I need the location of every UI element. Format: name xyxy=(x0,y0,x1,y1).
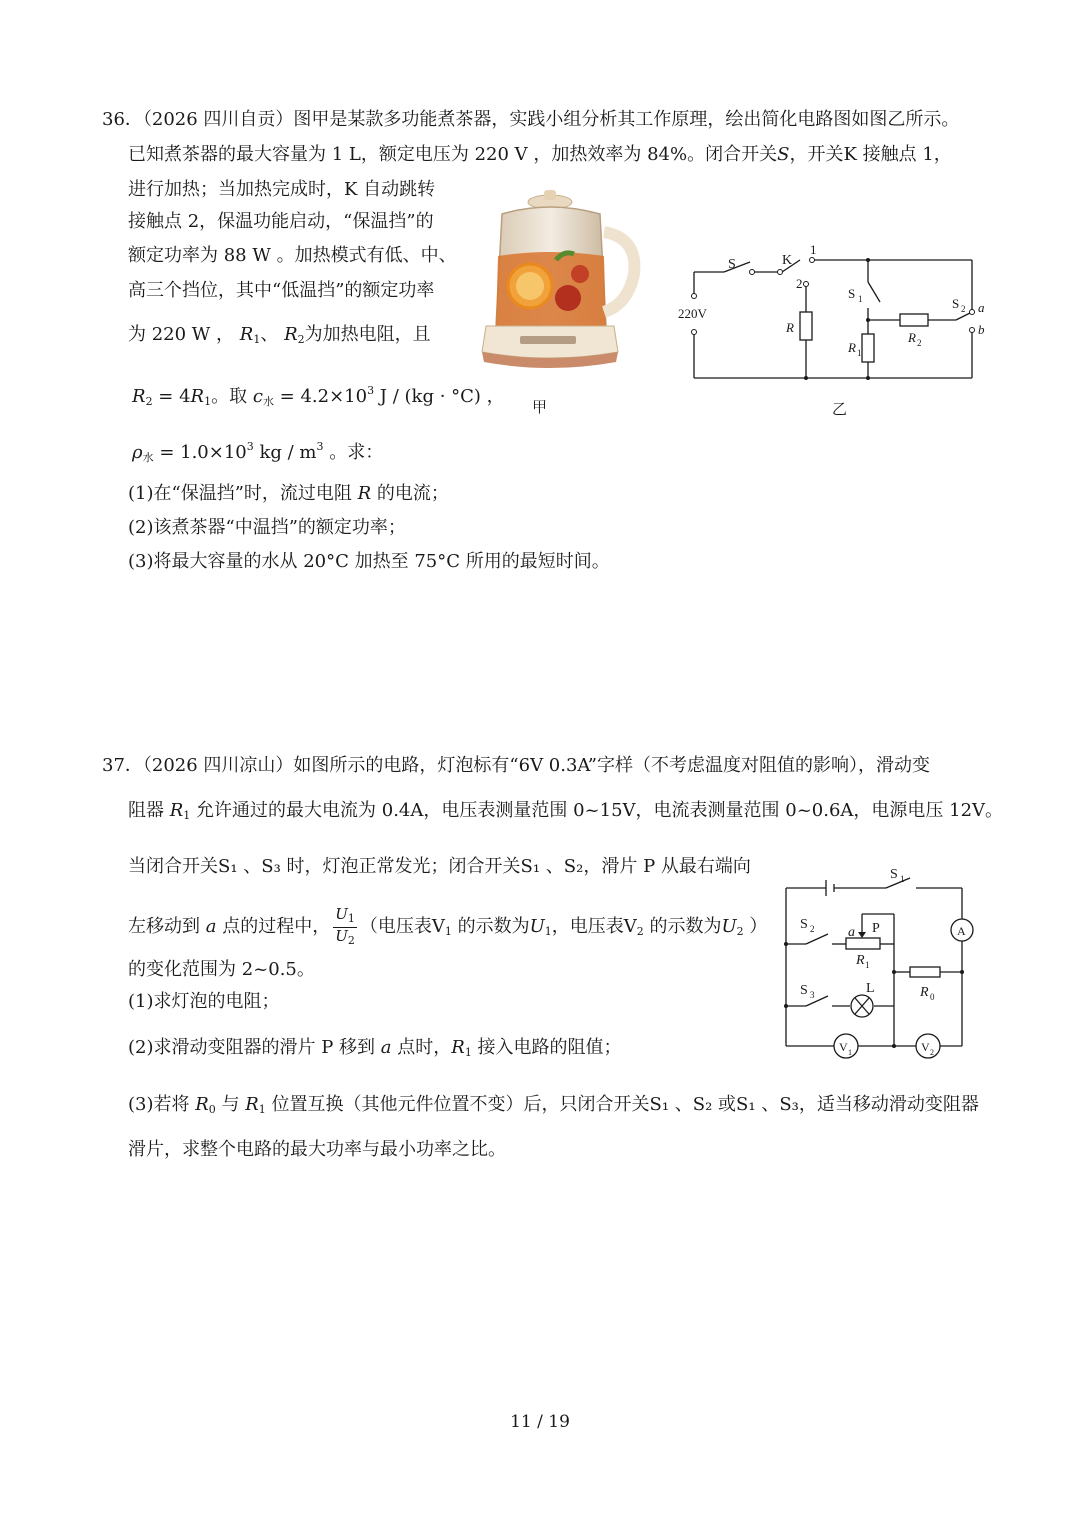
circuit-label-contact-2: 2 xyxy=(796,276,803,291)
circuit-label-r0-index: 0 xyxy=(930,992,935,1002)
circuit-label-k: K xyxy=(782,253,793,268)
q37-sub-question-3-continued: 滑片，求整个电路的最大功率与最小功率之比。 xyxy=(128,1139,506,1160)
circuit-label-s2-index: 2 xyxy=(961,304,966,314)
circuit-label-b: b xyxy=(978,322,985,337)
u1-over-u2-fraction: $\frac{U_1}{U_2}$ xyxy=(335,904,355,947)
circuit-label-s1-index: 1 xyxy=(858,294,863,304)
q37-sub-question-3: (3)若将 $R_0$ 与 $R_1$ 位置互换（其他元件位置不变）后，只闭合开关S₁ 、S₂ 或S₁ 、S₃，适当移动滑动变阻器 xyxy=(128,1094,979,1116)
circuit-label-s3-index: 3 xyxy=(810,990,815,1000)
q36-equation-1: $R_2 = 4R_1$。取 $c_水 = 4.2\times 10^3$ J / (kg · °C) ， xyxy=(132,384,505,408)
circuit-label-r2-index: 2 xyxy=(917,338,922,348)
circuit-label-s1: S xyxy=(890,867,898,882)
page-number: 11 / 19 xyxy=(510,1412,570,1432)
circuit-diagram-q36 xyxy=(672,240,1004,390)
circuit-diagram-q37 xyxy=(776,858,980,1070)
q36-line-4: 接触点 2，保温功能启动，“保温挡”的 xyxy=(128,211,434,232)
circuit-label-r: R xyxy=(786,320,794,335)
voltmeter-v1-index: 1 xyxy=(848,1048,852,1057)
circuit-label-r0: R xyxy=(920,985,929,1000)
figure-caption-a: 甲 xyxy=(532,398,548,416)
circuit-label-a: a xyxy=(848,925,855,940)
q36-sub-question-3: (3)将最大容量的水从 20°C 加热至 75°C 所用的最短时间。 xyxy=(128,551,610,572)
circuit-label-l: L xyxy=(866,981,875,996)
q36-line-1: 36．（2026 四川自贡）图甲是某款多功能煮茶器，实践小组分析其工作原理，绘出简化电路图如图乙所示。 xyxy=(102,109,960,130)
voltmeter-v1-label: V xyxy=(839,1040,848,1054)
circuit-label-s2-index: 2 xyxy=(810,924,815,934)
q36-line-6: 高三个挡位，其中“低温挡”的额定功率 xyxy=(128,280,435,301)
circuit-label-s: S xyxy=(728,257,736,272)
circuit-label-s1: S xyxy=(848,286,856,301)
circuit-label-a: a xyxy=(978,300,985,315)
circuit-label-s1-index: 1 xyxy=(900,874,905,884)
circuit-label-s3: S xyxy=(800,983,808,998)
tea-kettle-image xyxy=(468,186,650,388)
q36-line-7: 为 220 W ， $R_1$、 $R_2$为加热电阻，且 xyxy=(128,324,431,346)
q36-line-2: 已知煮茶器的最大容量为 1 L，额定电压为 220 V ，加热效率为 84%。闭合开关S，开关K 接触点 1， xyxy=(128,144,952,165)
q37-sub-question-1: (1)求灯泡的电阻； xyxy=(128,991,280,1012)
circuit-label-voltage: 220V xyxy=(678,306,707,321)
circuit-label-r1-index: 1 xyxy=(865,960,870,970)
circuit-label-r1-index: 1 xyxy=(857,348,862,358)
circuit-label-r1: R xyxy=(856,953,865,968)
circuit-label-s2: S xyxy=(800,917,808,932)
q36-sub-question-2: (2)该煮茶器“中温挡”的额定功率； xyxy=(128,517,406,538)
ammeter-label: A xyxy=(957,924,966,938)
q37-line-2: 阻器 $R_1$ 允许通过的最大电流为 0.4A，电压表测量范围 0~15V，电流表测量范围 0~0.6A，电源电压 12V。 xyxy=(128,800,1004,822)
circuit-label-contact-1: 1 xyxy=(810,242,817,257)
figure-caption-b: 乙 xyxy=(832,400,848,418)
q36-line-5: 额定功率为 88 W 。加热模式有低、中、 xyxy=(128,245,457,266)
voltmeter-v2-label: V xyxy=(921,1040,930,1054)
q36-equation-2: $\rho_水 = 1.0\times 10^3$ kg / $m^3$ 。求： xyxy=(132,440,384,464)
q36-sub-question-1: (1)在“保温挡”时，流过电阻 R 的电流； xyxy=(128,483,449,504)
voltmeter-v2-index: 2 xyxy=(930,1048,934,1057)
circuit-label-r1: R xyxy=(848,340,856,355)
circuit-label-p: P xyxy=(872,921,880,936)
q37-line-1: 37．（2026 四川凉山）如图所示的电路，灯泡标有“6V 0.3A”字样（不考虑温度对阻值的影响），滑动变 xyxy=(102,755,930,776)
q37-line-3: 当闭合开关S₁ 、S₃ 时，灯泡正常发光；闭合开关S₁ 、S₂，滑片 P 从最右端向 xyxy=(128,856,751,877)
q36-line-3: 进行加热；当加热完成时，K 自动跳转 xyxy=(128,179,436,200)
circuit-label-s2: S xyxy=(952,296,960,311)
q37-line-4: 左移动到 a 点的过程中， $\frac{U_1}{U_2}$ （电压表$V_1$ 的示数为$U_1$，电压表$V_2$ 的示数为$U_2$ ） xyxy=(128,904,768,947)
circuit-label-r2: R xyxy=(908,330,916,345)
q37-line-5: 的变化范围为 2~0.5。 xyxy=(128,959,315,980)
q37-sub-question-2: (2)求滑动变阻器的滑片 P 移到 a 点时，$R_1$ 接入电路的阻值； xyxy=(128,1037,622,1059)
